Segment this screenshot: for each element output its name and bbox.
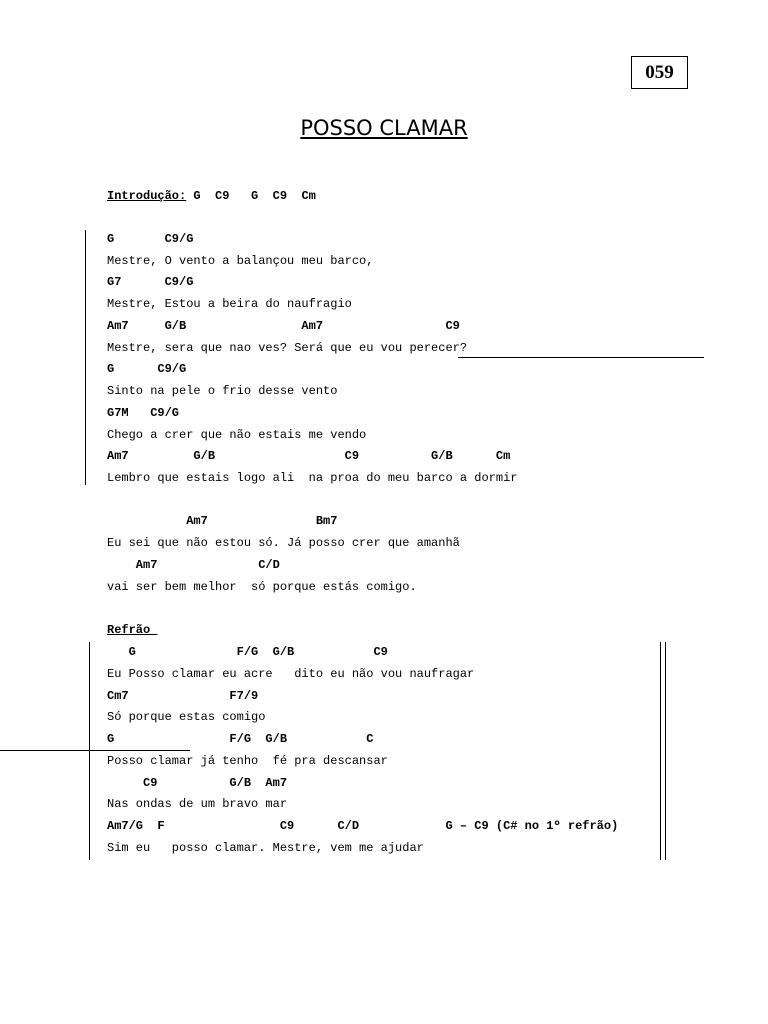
chord-line: Cm7 F7/9 (107, 689, 259, 703)
lyric-line: vai ser bem melhor só porque estás comigo. (107, 580, 417, 594)
chord-line: G F/G G/B C (107, 732, 374, 746)
intro-label: Introdução: (107, 189, 187, 203)
crossing-rule (0, 750, 190, 751)
lyric-line: Sim eu posso clamar. Mestre, vem me ajudar (107, 841, 424, 855)
lyric-line: Mestre, sera que nao ves? Será que eu vou perecer? (107, 341, 468, 355)
song-number-box: 059 (631, 56, 688, 89)
refrain-right-bar-outer (665, 642, 666, 860)
intro-chords: G C9 G C9 Cm (186, 189, 316, 203)
chord-line: Am7 Bm7 (107, 514, 338, 528)
lyric-line: Nas ondas de um bravo mar (107, 797, 288, 811)
chord-line: Am7/G F C9 C/D G – C9 (C# no 1º refrão) (107, 819, 619, 833)
chord-line: G C9/G (107, 362, 187, 376)
lyric-line: Mestre, Estou a beira do naufragio (107, 297, 352, 311)
chord-line: Am7 G/B Am7 C9 (107, 319, 460, 333)
lyric-line: Eu sei que não estou só. Já posso crer que amanhã (107, 536, 460, 550)
lyric-line: Eu Posso clamar eu acre dito eu não vou naufragar (107, 667, 475, 681)
refrain-label: Refrão (107, 623, 158, 637)
song-title: POSSO CLAMAR (300, 116, 468, 140)
lyric-line: Lembro que estais logo ali na proa do meu barco a dormir (107, 471, 518, 485)
refrain-left-bar (89, 642, 90, 860)
verse-left-bar (85, 230, 86, 485)
lyric-line: Chego a crer que não estais me vendo (107, 428, 367, 442)
chord-line: G C9/G (107, 232, 194, 246)
refrain-right-bar (660, 642, 661, 860)
lyric-line: Só porque estas comigo (107, 710, 266, 724)
chord-line: G7 C9/G (107, 275, 194, 289)
lyric-line: Mestre, O vento a balançou meu barco, (107, 254, 374, 268)
chord-line: Am7 G/B C9 G/B Cm (107, 449, 511, 463)
intro-line (107, 189, 316, 203)
lyric-line: Sinto na pele o frio desse vento (107, 384, 338, 398)
underline-rule (458, 357, 704, 358)
chord-line: Am7 C/D (107, 558, 280, 572)
lyric-line: Posso clamar já tenho fé pra descansar (107, 754, 388, 768)
chord-line: G7M C9/G (107, 406, 180, 420)
chord-line: C9 G/B Am7 (107, 776, 288, 790)
chord-line: G F/G G/B C9 (107, 645, 388, 659)
